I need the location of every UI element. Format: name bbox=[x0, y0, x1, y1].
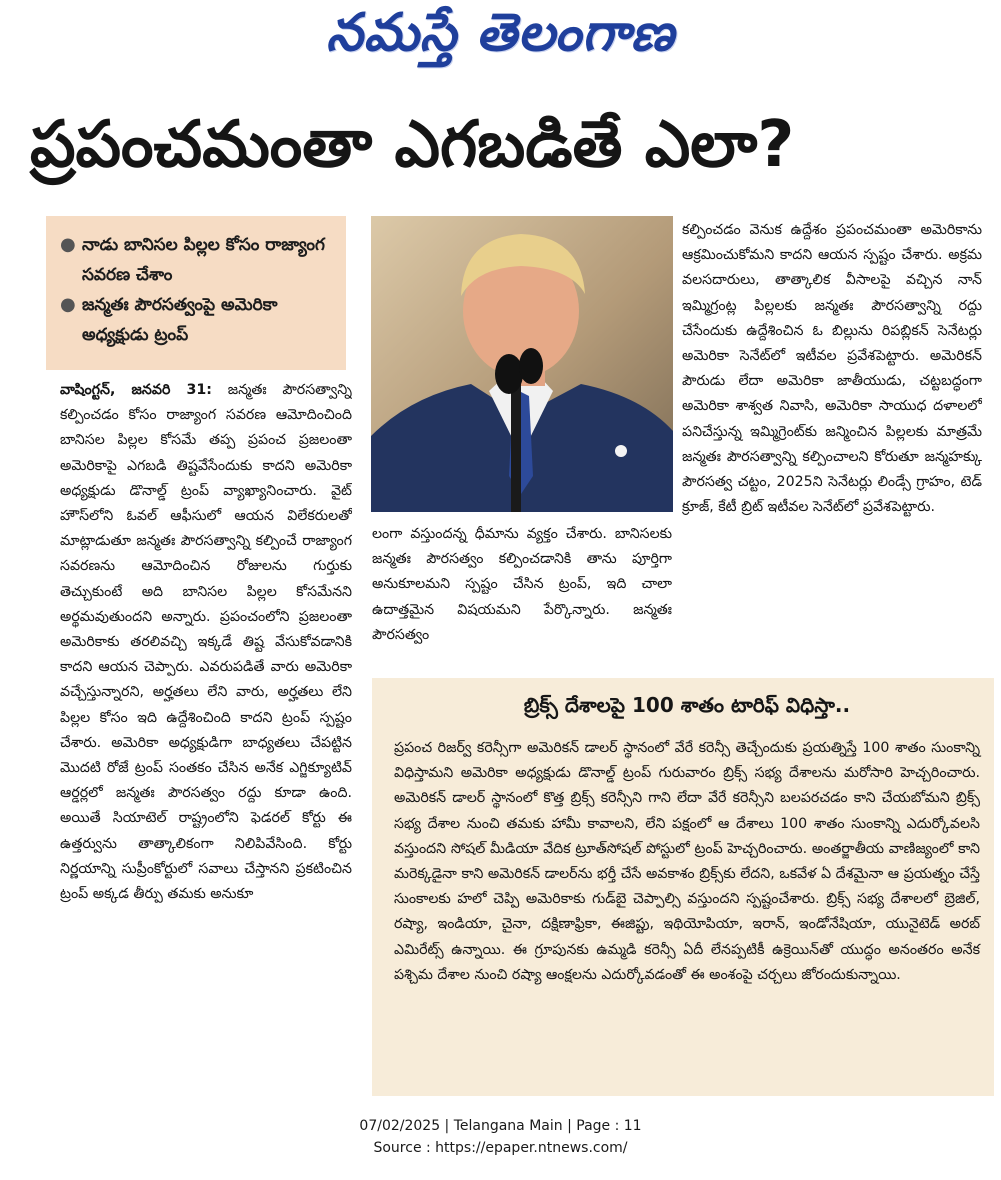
article-column-1 bbox=[60, 378, 352, 1098]
footer-source: Source : https://epaper.ntnews.com/ bbox=[373, 1140, 628, 1156]
highlight-item bbox=[46, 290, 346, 350]
footer-date-page: 07/02/2025 | Telangana Main | Page : 11 bbox=[359, 1118, 642, 1134]
article-column-2: లంగా వస్తుందన్న ధీమాను వ్యక్తం చేశారు. బానిసలకు జన్మతః పౌరసత్వం కల్పించడానికి తాను పూర్తిగా అనుకూలమని స్పష్టం చేసిన ట్రంప్, ఇది చాలా ఉదాత్తమైన విషయమని పేర్కొన్నారు. జన్మతః పౌరసత్వం bbox=[372, 526, 672, 643]
article-text-1: జన్మతః పౌరసత్వాన్ని కల్పించడం కోసం రాజ్యాంగ సవరణ ఆమోదించింది బానిసల పిల్లల కోసమే తప్ప ప్రపంచ ప్రజలంతా అమెరికాపై ఎగబడి తిష్టవేసేందుకు కాదని అమెరికా అధ్యక్షుడు డొనాల్డ్ ట్రంప్ వ్యాఖ్యానించారు. వైట్ హౌస్‌లోని ఓవల్ ఆఫీసులో ఆయన విలేకరులతో మాట్లాడుతూ జన్మతః పౌరసత్వాన్ని కల్పించే రాజ్యాంగ సవరణను ఆమోదించిన రోజులను గుర్తుకు తెచ్చుకుంటే అది బానిసల పిల్లల కోసమేనని అర్థమవుతుందని అన్నారు. ప్రపంచంలోని ప్రజలంతా అమెరికాకు తరలివచ్చి ఇక్కడే తిష్ట వేసుకోవడానికి కాదని ఆయన చెప్పారు. ఎవరుపడితే వారు అమెరికా వచ్చేస్తున్నారని, అర్హతలు లేని వారు, అర్హతలు లేని పిల్లల కోసం ఇది ఉద్దేశించింది కాదని ట్రంప్ స్పష్టం చేశారు. అమెరికా అధ్యక్షుడిగా బాధ్యతలు చేపట్టిన మొదటి రోజే ట్రంప్ సంతకం చేసిన అనేక ఎగ్జిక్యూటివ్ ఆర్డర్లలో జన్మతః పౌరసత్వం రద్దు కూడా ఉంది. అయితే సియాటెల్ రాష్ట్రంలోని ఫెడరల్ కోర్టు ఈ ఉత్తర్వును తాత్కాలికంగా నిలిపివేసింది. కోర్టు నిర్ణయాన్ని సుప్రీంకోర్టులో సవాలు చేస్తానని ప్రకటించిన ట్రంప్ అక్కడ తీర్పు తమకు అనుకూ bbox=[60, 382, 352, 903]
bullet-icon: ● bbox=[60, 294, 76, 315]
brics-sidebox bbox=[372, 678, 994, 1096]
bullet-icon: ● bbox=[60, 234, 76, 255]
highlight-text: నాడు బానిసల పిల్లల కోసం రాజ్యాంగ సవరణ చేశాం bbox=[82, 235, 325, 285]
highlight-text: జన్మతః పౌరసత్వంపై అమెరికా అధ్యక్షుడు ట్రంప్ bbox=[82, 295, 278, 345]
news-photo bbox=[371, 216, 673, 512]
article-column-3: కల్పించడం వెనుక ఉద్దేశం ప్రపంచమంతా అమెరికాను ఆక్రమించుకోమని కాదని ఆయన స్పష్టం చేశారు. అక్రమ వలసదారులు, తాత్కాలిక వీసాలపై వచ్చిన నాన్ ఇమ్మిగ్రంట్ల పిల్లలకు జన్మతః పౌరసత్వాన్ని రద్దు చేసేందుకు ఉద్దేశించిన ఓ బిల్లును రిపబ్లికన్ సెనేటర్లు అమెరికా సెనేట్‌లో ఇటీవల ప్రవేశపెట్టారు. అమెరికన్ పౌరుడు లేదా అమెరికా జాతీయుడు, చట్టబద్ధంగా అమెరికా శాశ్వత నివాసి, అమెరికా సాయుధ దళాలలో పనిచేస్తున్న ఇమ్మిగ్రెంట్‌కు జన్మించిన పిల్లలకు మాత్రమే జన్మతః పౌరసత్వాన్ని కల్పించాలని కోరుతూ జన్మహక్కు పౌరసత్వ చట్టం, 2025ని సెనేటర్లు లిండ్సే గ్రాహం, టెడ్ క్రూజ్, కేటీ బ్రిట్ ఇటీవల సెనేట్‌లో ప్రవేశపెట్టారు. bbox=[682, 222, 982, 516]
sidebox-title: బ్రిక్స్ దేశాలపై 100 శాతం టారిఫ్ విధిస్తా.. bbox=[523, 693, 851, 717]
photo-illustration bbox=[371, 216, 673, 512]
masthead bbox=[0, 0, 1001, 88]
newspaper-logo: నమస్తే తెలంగాణ bbox=[326, 2, 675, 63]
dateline: వాషింగ్టన్, జనవరి 31: bbox=[60, 382, 212, 398]
sidebox-body: ప్రపంచ రిజర్వ్ కరెన్సీగా అమెరికన్ డాలర్ స్థానంలో వేరే కరెన్సీ తెచ్చేందుకు ప్రయత్నిస్తే 100 శాతం సుంకాన్ని విధిస్తామని అమెరికా అధ్యక్షుడు డొనాల్డ్ ట్రంప్ గురువారం బ్రిక్స్ సభ్య దేశాలను మరోసారి హెచ్చరించారు. అమెరికన్ డాలర్ స్థానంలో కొత్త బ్రిక్స్ కరెన్సీని గాని లేదా వేరే కరెన్సీని బలపరచడం కాని చేయబోమని బ్రిక్స్ సభ్య దేశాల నుంచి తమకు హామీ కావాలని, లేని పక్షంలో ఆ దేశాలు 100 శాతం సుంకాన్ని ఎదుర్కోవలసి వస్తుందని సోషల్ మీడియా వేదిక ట్రూత్‌సోషల్ పోస్టులో ట్రంప్ హెచ్చరించారు. అంతర్జాతీయ వాణిజ్యంలో కాని మరెక్కడైనా కాని అమెరికన్ డాలర్‌ను భర్తీ చేసే అవకాశం బ్రిక్స్‌కు లేదని, ఒకవేళ ఏ దేశమైనా ఆ ప్రయత్నం చేస్తే సుంకాలకు హలో చెప్పి అమెరికాకు గుడ్‌బై చెప్పాల్సి వస్తుందని స్పష్టంచేశారు. బ్రిక్స్ సభ్య దేశాలలో బ్రెజిల్, రష్యా, ఇండియా, చైనా, దక్షిణాఫ్రికా, ఈజిప్టు, ఇథియోపియా, ఇరాన్, ఇండోనేషియా, యునైటెడ్ అరబ్ ఎమిరేట్స్ ఉన్నాయి. ఈ గ్రూపునకు ఉమ్మడి కరెన్సీ ఏదీ లేనప్పటికీ ఉక్రెయిన్‌తో యుద్ధం అనంతరం అనేక పశ్చిమ దేశాల నుంచి రష్యా ఆంక్షలను ఎదుర్కోవడంతో ఈ అంశంపై చర్చలు జోరందుకున్నాయి. bbox=[394, 740, 980, 983]
highlights-box bbox=[46, 216, 346, 370]
highlight-item bbox=[46, 230, 346, 290]
footer bbox=[0, 1115, 1001, 1159]
headline: ప్రపంచమంతా ఎగబడితే ఎలా? bbox=[30, 108, 795, 182]
